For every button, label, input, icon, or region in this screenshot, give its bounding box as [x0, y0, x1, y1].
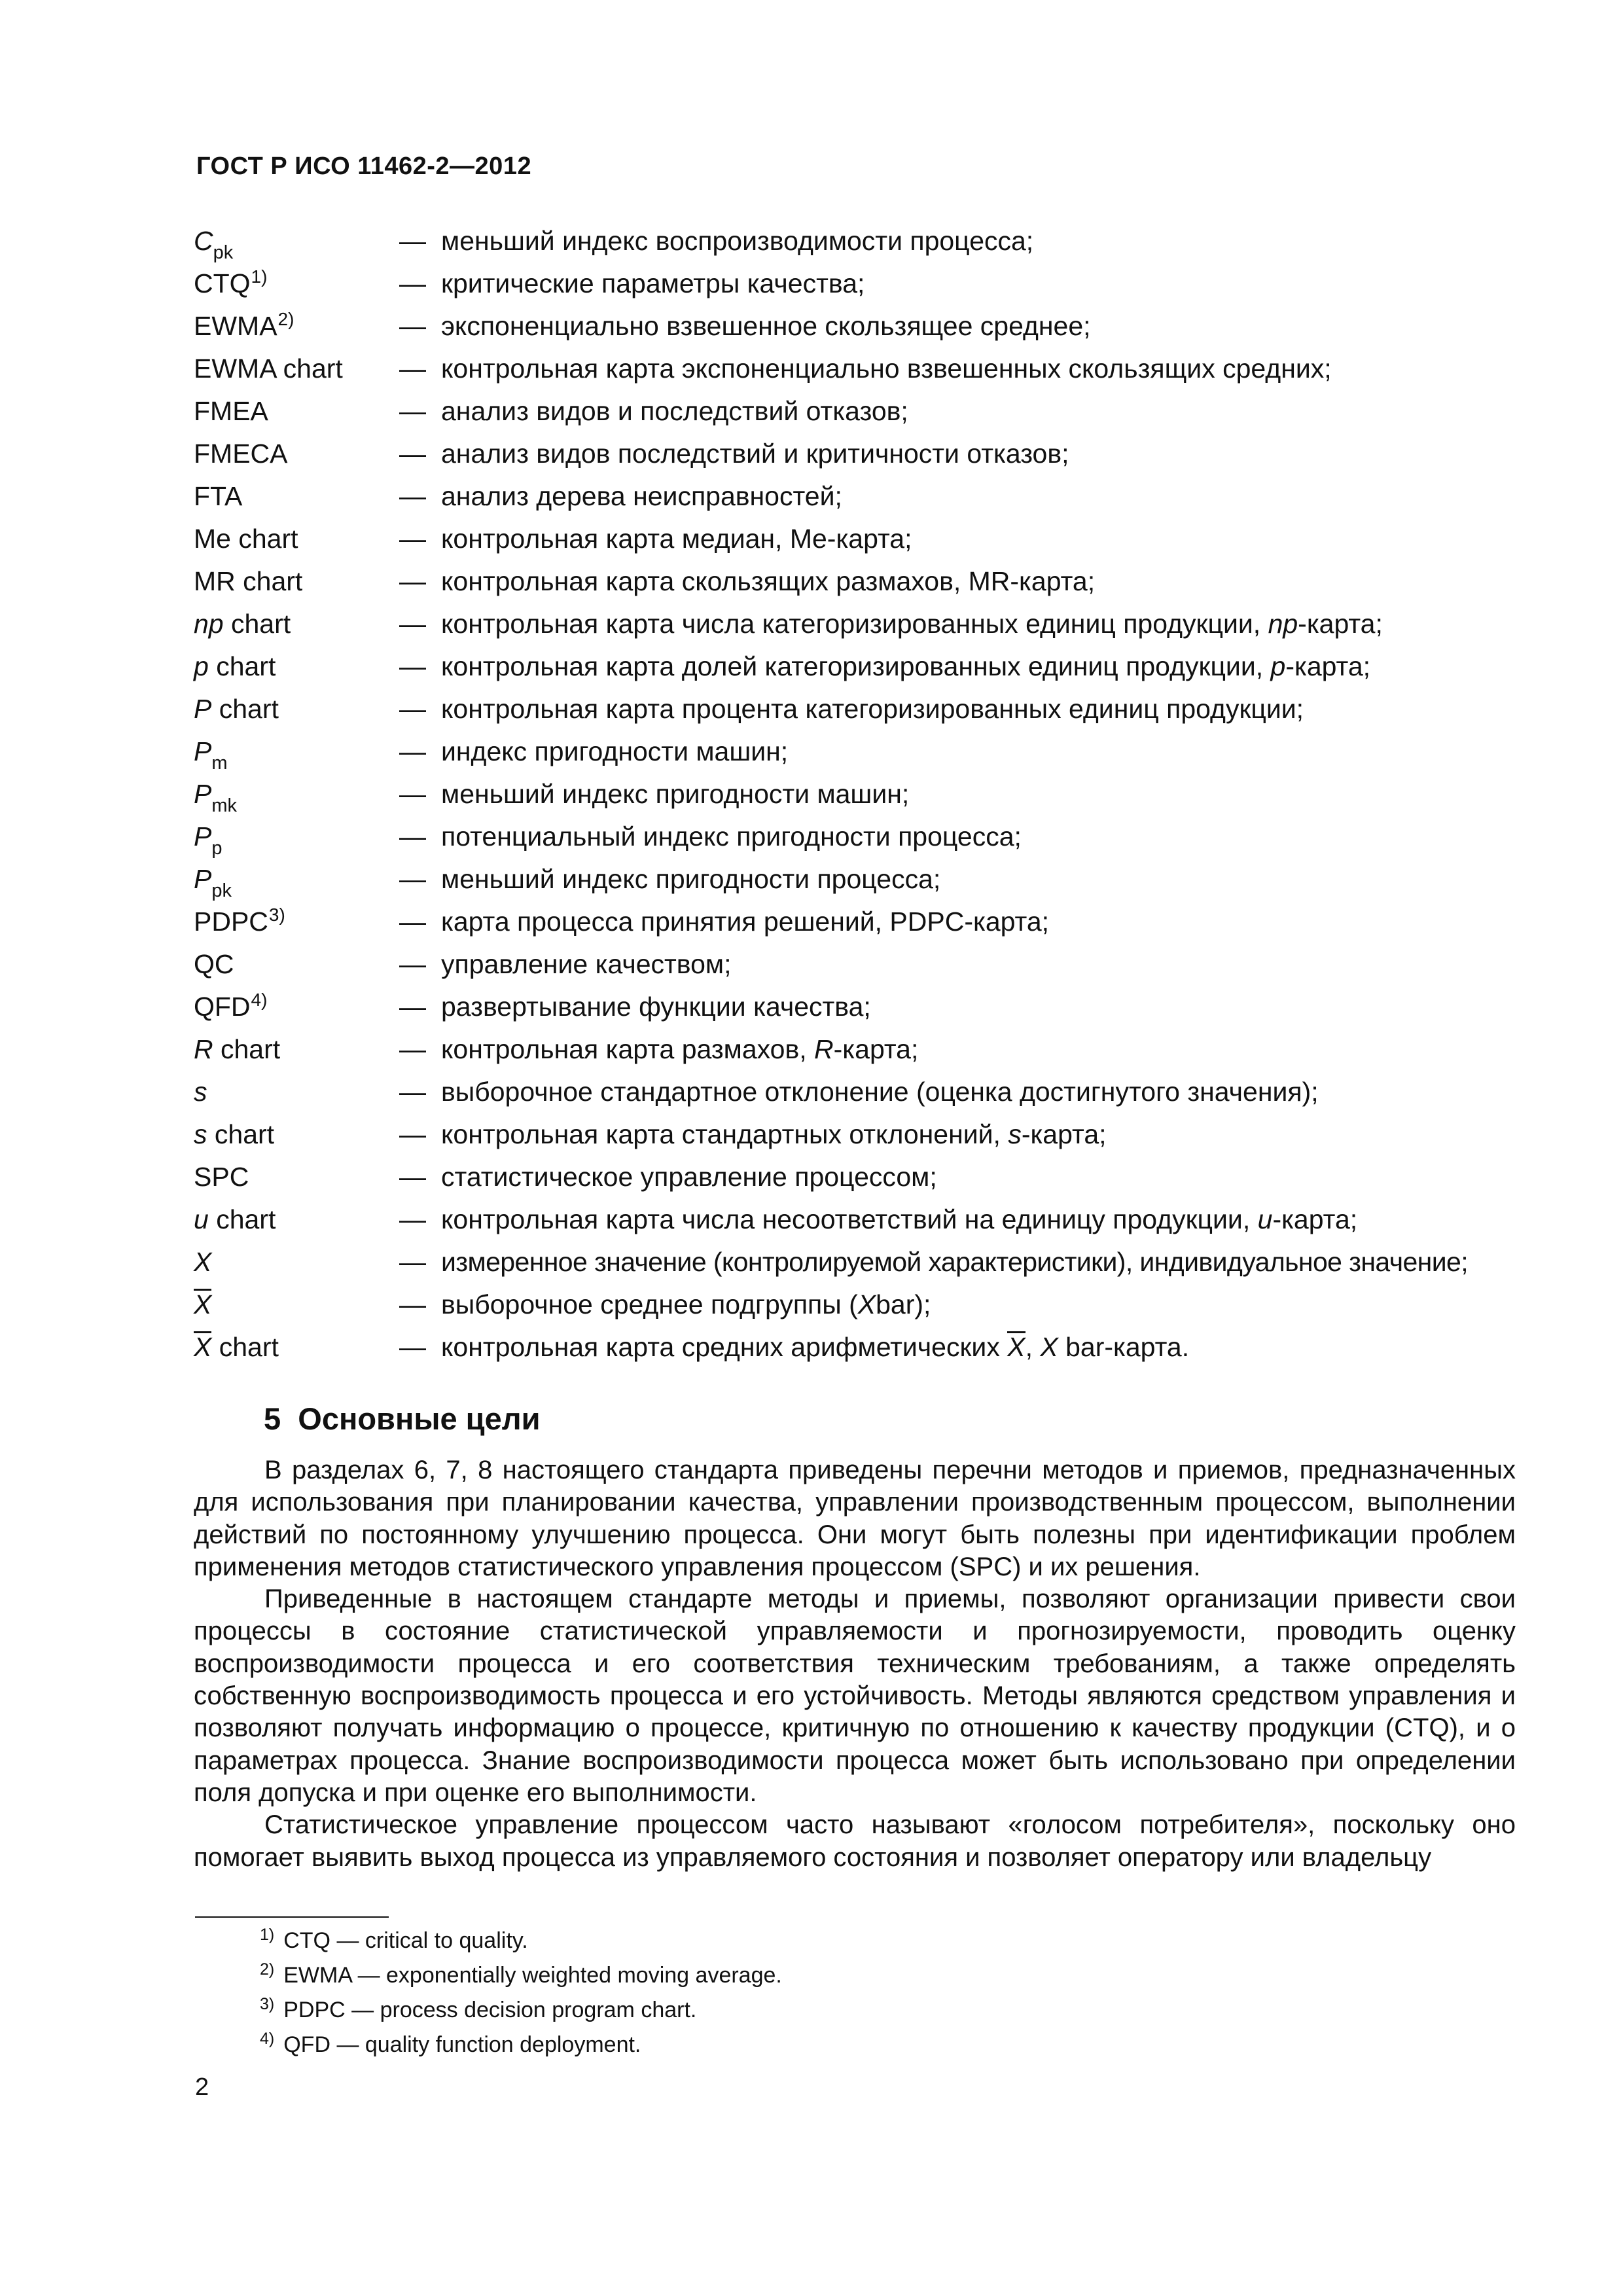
abbreviation-dash: —	[399, 311, 426, 341]
abbreviation-dash: —	[399, 736, 426, 766]
abbreviation-definition: контрольная карта средних арифметических X, X bar-карта.	[441, 1332, 1190, 1362]
abbreviation-row	[194, 519, 1516, 562]
abbreviation-row	[194, 774, 1516, 817]
abbreviation-dash: —	[399, 566, 426, 596]
abbreviation-row	[194, 1030, 1516, 1072]
abbreviation-dash: —	[399, 226, 426, 256]
abbreviation-definition: развертывание функции качества;	[441, 992, 871, 1022]
footnote: $^{1)}$ CTQ — critical to quality.	[260, 1926, 528, 1953]
abbreviation-dash: —	[399, 949, 426, 979]
abbreviation-row	[194, 1242, 1516, 1285]
abbreviation-row	[194, 221, 1516, 264]
page-number: 2	[195, 2073, 209, 2101]
abbreviation-row	[194, 732, 1516, 774]
abbreviation-row	[194, 1157, 1516, 1200]
abbreviation-term: EWMA chart	[194, 353, 343, 384]
abbreviation-term: Me chart	[194, 524, 298, 554]
abbreviation-row	[194, 1285, 1516, 1327]
abbreviation-term: QC	[194, 949, 234, 979]
abbreviation-dash: —	[399, 694, 426, 724]
abbreviation-row	[194, 1327, 1516, 1370]
abbreviation-dash: —	[399, 1119, 426, 1149]
abbreviation-definition: критические параметры качества;	[441, 268, 865, 298]
abbreviation-term: $P_m$	[194, 736, 228, 774]
abbreviation-dash: —	[399, 524, 426, 554]
abbreviation-definition: контрольная карта размахов, R-карта;	[441, 1034, 919, 1064]
abbreviation-dash: —	[399, 439, 426, 469]
abbreviation-dash: —	[399, 353, 426, 384]
abbreviation-definition: контрольная карта экспоненциально взвешенных скользящих средних;	[441, 353, 1332, 384]
footnotes	[260, 1924, 782, 2063]
abbreviation-term: EWMA$^{2)}$	[194, 309, 294, 341]
paragraph: В разделах 6, 7, 8 настоящего стандарта приведены перечни методов и приемов, предназначенных для использования при планировании качества, управлении производственным процессом, выполнении действий по постоянному улучшению процесса. Они могут быть полезны при идентификации проблем применения методов статистического управления процессом (SPC) и их решения.	[194, 1456, 1516, 1581]
abbreviation-definition: анализ видов и последствий отказов;	[441, 396, 908, 426]
abbreviation-definition: карта процесса принятия решений, PDPC-карта;	[441, 906, 1050, 937]
abbreviation-definition: контрольная карта стандартных отклонений, s-карта;	[441, 1119, 1107, 1149]
abbreviation-definition: контрольная карта долей категоризированных единиц продукции, p-карта;	[441, 651, 1371, 681]
abbreviation-term: X chart	[194, 1332, 279, 1362]
abbreviation-row	[194, 306, 1516, 349]
section-body	[194, 1454, 1516, 1874]
abbreviation-term: $P_p$	[194, 821, 223, 859]
document-header: ГОСТ Р ИСО 11462-2—2012	[196, 152, 532, 180]
abbreviation-list	[194, 221, 1516, 1370]
abbreviation-definition: выборочное среднее подгруппы (Xbar);	[441, 1289, 931, 1319]
abbreviation-dash: —	[399, 1077, 426, 1107]
abbreviation-term: $P_{pk}$	[194, 864, 232, 901]
abbreviation-definition: контрольная карта числа категоризированных единиц продукции, np-карта;	[441, 609, 1383, 639]
abbreviation-definition: контрольная карта медиан, Me-карта;	[441, 524, 912, 554]
abbreviation-dash: —	[399, 1289, 426, 1319]
abbreviation-definition: меньший индекс пригодности процесса;	[441, 864, 941, 894]
abbreviation-row	[194, 647, 1516, 689]
abbreviation-definition: анализ видов последствий и критичности отказов;	[441, 439, 1069, 469]
abbreviation-row	[194, 902, 1516, 944]
footnote: $^{2)}$ EWMA — exponentially weighted moving average.	[260, 1960, 782, 1988]
abbreviation-row	[194, 562, 1516, 604]
abbreviation-term: QFD$^{4)}$	[194, 990, 268, 1022]
abbreviation-definition: меньший индекс пригодности машин;	[441, 779, 910, 809]
abbreviation-term: SPC	[194, 1162, 249, 1192]
abbreviation-row	[194, 859, 1516, 902]
abbreviation-dash: —	[399, 821, 426, 852]
abbreviation-dash: —	[399, 651, 426, 681]
abbreviation-dash: —	[399, 1332, 426, 1362]
abbreviation-definition: экспоненциально взвешенное скользящее среднее;	[441, 311, 1091, 341]
footnote: $^{3)}$ PDPC — process decision program chart.	[260, 1995, 697, 2022]
abbreviation-definition: потенциальный индекс пригодности процесса;	[441, 821, 1022, 852]
abbreviation-dash: —	[399, 481, 426, 511]
abbreviation-row	[194, 987, 1516, 1030]
section-heading: 5 Основные цели	[264, 1401, 541, 1436]
abbreviation-dash: —	[399, 992, 426, 1022]
abbreviation-dash: —	[399, 1204, 426, 1234]
abbreviation-dash: —	[399, 268, 426, 298]
paragraph: Статистическое управление процессом часто называют «голосом потребителя», поскольку оно помогает выявить выход процесса из управляемого состояния и позволяет оператору или владельцу	[194, 1810, 1516, 1872]
abbreviation-dash: —	[399, 609, 426, 639]
abbreviation-term: CTQ$^{1)}$	[194, 266, 268, 298]
abbreviation-term: FTA	[194, 481, 243, 511]
abbreviation-row	[194, 1200, 1516, 1242]
abbreviation-row	[194, 944, 1516, 987]
abbreviation-term: R chart	[194, 1034, 281, 1064]
abbreviation-dash: —	[399, 864, 426, 894]
abbreviation-definition: индекс пригодности машин;	[441, 736, 789, 766]
abbreviation-term: PDPC$^{3)}$	[194, 905, 285, 937]
abbreviation-dash: —	[399, 906, 426, 937]
abbreviation-definition: статистическое управление процессом;	[441, 1162, 937, 1192]
abbreviation-dash: —	[399, 1247, 426, 1277]
abbreviation-term: u chart	[194, 1204, 276, 1234]
abbreviation-definition: контрольная карта скользящих размахов, MR-карта;	[441, 566, 1096, 596]
abbreviation-row	[194, 349, 1516, 391]
abbreviation-row	[194, 817, 1516, 859]
abbreviation-definition: измеренное значение (контролируемой характеристики), индивидуальное значение;	[441, 1247, 1468, 1277]
footnote-divider	[195, 1916, 389, 1918]
abbreviation-row	[194, 1115, 1516, 1157]
abbreviation-row	[194, 476, 1516, 519]
abbreviation-term: s chart	[194, 1119, 275, 1149]
abbreviation-term: p chart	[194, 651, 276, 681]
abbreviation-term: np chart	[194, 609, 291, 639]
abbreviation-row	[194, 264, 1516, 306]
abbreviation-dash: —	[399, 1034, 426, 1064]
abbreviation-term: $P_{mk}$	[194, 779, 238, 816]
abbreviation-row	[194, 391, 1516, 434]
footnote: $^{4)}$ QFD — quality function deployment.	[260, 2030, 641, 2057]
abbreviation-dash: —	[399, 396, 426, 426]
abbreviation-definition: выборочное стандартное отклонение (оценка достигнутого значения);	[441, 1077, 1319, 1107]
abbreviation-definition: управление качеством;	[441, 949, 732, 979]
abbreviation-term: $C_{pk}$	[194, 226, 234, 263]
abbreviation-term: X	[194, 1247, 212, 1277]
abbreviation-term: s	[194, 1077, 207, 1107]
abbreviation-definition: анализ дерева неисправностей;	[441, 481, 842, 511]
abbreviation-dash: —	[399, 779, 426, 809]
abbreviation-term: X	[194, 1289, 212, 1319]
abbreviation-row	[194, 1072, 1516, 1115]
abbreviation-definition: меньший индекс воспроизводимости процесса;	[441, 226, 1034, 256]
abbreviation-definition: контрольная карта числа несоответствий на единицу продукции, u-карта;	[441, 1204, 1358, 1234]
abbreviation-term: MR chart	[194, 566, 303, 596]
abbreviation-term: FMEA	[194, 396, 268, 426]
abbreviation-term: FMECA	[194, 439, 288, 469]
abbreviation-row	[194, 434, 1516, 476]
abbreviation-row	[194, 604, 1516, 647]
abbreviation-definition: контрольная карта процента категоризированных единиц продукции;	[441, 694, 1304, 724]
paragraph: Приведенные в настоящем стандарте методы и приемы, позволяют организации привести свои процессы в состояние статистической управляемости и прогнозируемости, проводить оценку воспроизводимости процесса и его соответствия техническим требованиям, а также определять собственную воспроизводимость процесса и его устойчивость. Методы являются средством управления и позволяют получать информацию о процессе, критичную по отношению к качеству продукции (CTQ), и о параметрах процесса. Знание воспроизводимости процесса может быть использовано при определении поля допуска и при оценке его выполнимости.	[194, 1585, 1516, 1807]
abbreviation-row	[194, 689, 1516, 732]
abbreviation-term: P chart	[194, 694, 279, 724]
abbreviation-dash: —	[399, 1162, 426, 1192]
